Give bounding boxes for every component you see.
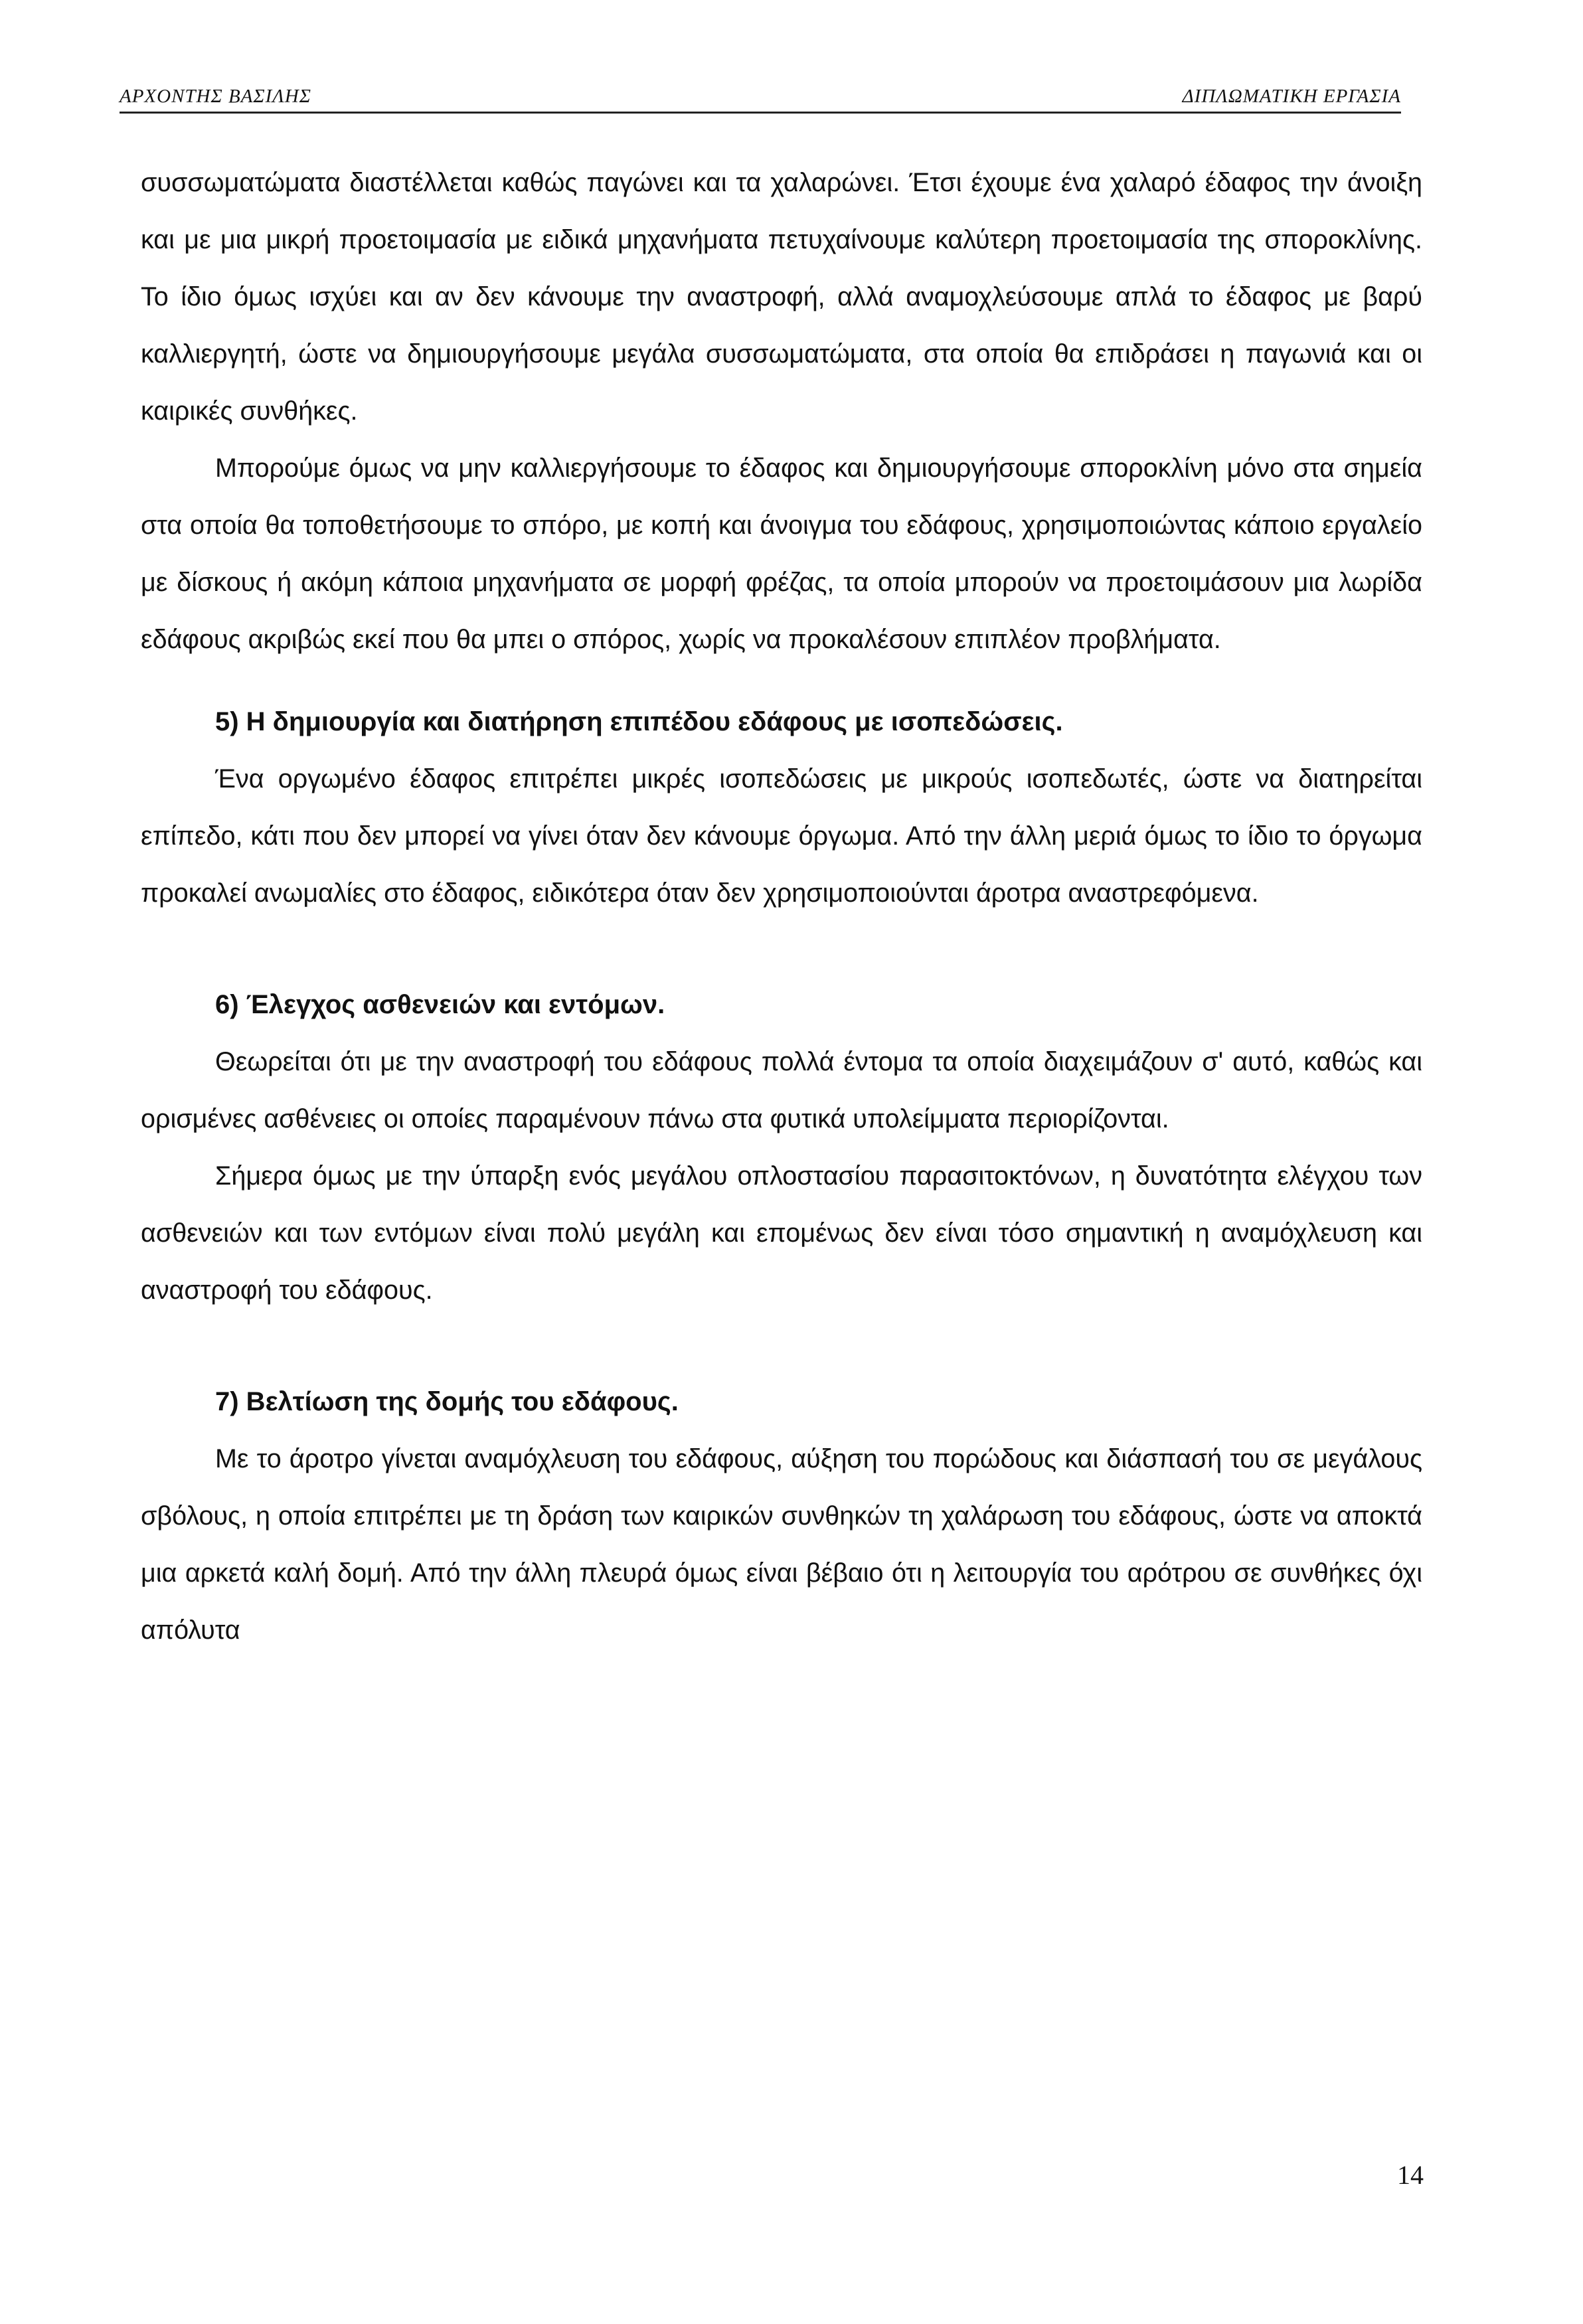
spacer <box>141 922 1422 976</box>
section-heading-6: 6) Έλεγχος ασθενειών και εντόμων. <box>215 990 665 1019</box>
section-6-paragraph-1: Θεωρείται ότι με την αναστροφή του εδάφους πολλά έντομα τα οποία διαχειμάζουν σ' αυτό, καθώς και ορισμένες ασθένειες οι οποίες παραμένουν πάνω στα φυτικά υπολείμματα περιορίζονται. <box>141 1047 1422 1133</box>
section-heading-7: 7) Βελτίωση της δομής του εδάφους. <box>215 1387 679 1416</box>
section-7-paragraph: Με το άροτρο γίνεται αναμόχλευση του εδάφους, αύξηση του πορώδους και διάσπασή του σε μεγάλους σβόλους, η οποία επιτρέπει με τη δράση των καιρικών συνθηκών τη χαλάρωση του εδάφους, ώστε να αποκτά μια αρκετά καλή δομή. Από την άλλη πλευρά όμως είναι βέβαιο ότι η λειτουργία του αρότρου σε συνθήκες όχι απόλυτα <box>141 1444 1422 1645</box>
spacer <box>141 1319 1422 1373</box>
section-heading-5: 5) Η δημιουργία και διατήρηση επιπέδου εδάφους με ισοπεδώσεις. <box>215 707 1063 736</box>
header-author: ΑΡΧΟΝΤΗΣ ΒΑΣΙΛΗΣ <box>120 86 311 107</box>
paragraph-continued: συσσωματώματα διαστέλλεται καθώς παγώνει και τα χαλαρώνει. Έτσι έχουμε ένα χαλαρό έδαφος την άνοιξη και με μια μικρή προετοιμασία με ειδικά μηχανήματα πετυχαίνουμε καλύτερη προετοιμασία της σποροκλίνης. Το ίδιο όμως ισχύει και αν δεν κάνουμε την αναστροφή, αλλά αναμοχλεύσουμε απλά το έδαφος με βαρύ καλλιεργητή, ώστε να δημιουργήσουμε μεγάλα συσσωματώματα, στα οποία θα επιδράσει η παγωνιά και οι καιρικές συνθήκες. <box>141 168 1422 426</box>
running-header <box>120 74 1401 114</box>
page-body <box>141 154 1422 1659</box>
spacer <box>141 668 1422 693</box>
page-number: 14 <box>1397 2160 1424 2190</box>
paragraph-no-till: Μπορούμε όμως να μην καλλιεργήσουμε το έδαφος και δημιουργήσουμε σποροκλίνη μόνο στα σημεία στα οποία θα τοποθετήσουμε το σπόρο, με κοπή και άνοιγμα του εδάφους, χρησιμοποιώντας κάποιο εργαλείο με δίσκους ή ακόμη κάποια μηχανήματα σε μορφή φρέζας, τα οποία μπορούν να προετοιμάσουν μια λωρίδα εδάφους ακριβώς εκεί που θα μπει ο σπόρος, χωρίς να προκαλέσουν επιπλέον προβλήματα. <box>141 454 1422 654</box>
section-5-paragraph: Ένα οργωμένο έδαφος επιτρέπει μικρές ισοπεδώσεις με μικρούς ισοπεδωτές, ώστε να διατηρείται επίπεδο, κάτι που δεν μπορεί να γίνει όταν δεν κάνουμε όργωμα. Από την άλλη μεριά όμως το ίδιο το όργωμα προκαλεί ανωμαλίες στο έδαφος, ειδικότερα όταν δεν χρησιμοποιούνται άροτρα αναστρεφόμενα. <box>141 764 1422 908</box>
header-document-type: ΔΙΠΛΩΜΑΤΙΚΗ ΕΡΓΑΣΙΑ <box>1182 86 1401 107</box>
section-6-paragraph-2: Σήμερα όμως με την ύπαρξη ενός μεγάλου οπλοστασίου παρασιτοκτόνων, η δυνατότητα ελέγχου των ασθενειών και των εντόμων είναι πολύ μεγάλη και επομένως δεν είναι τόσο σημαντική η αναμόχλευση και αναστροφή του εδάφους. <box>141 1161 1422 1305</box>
